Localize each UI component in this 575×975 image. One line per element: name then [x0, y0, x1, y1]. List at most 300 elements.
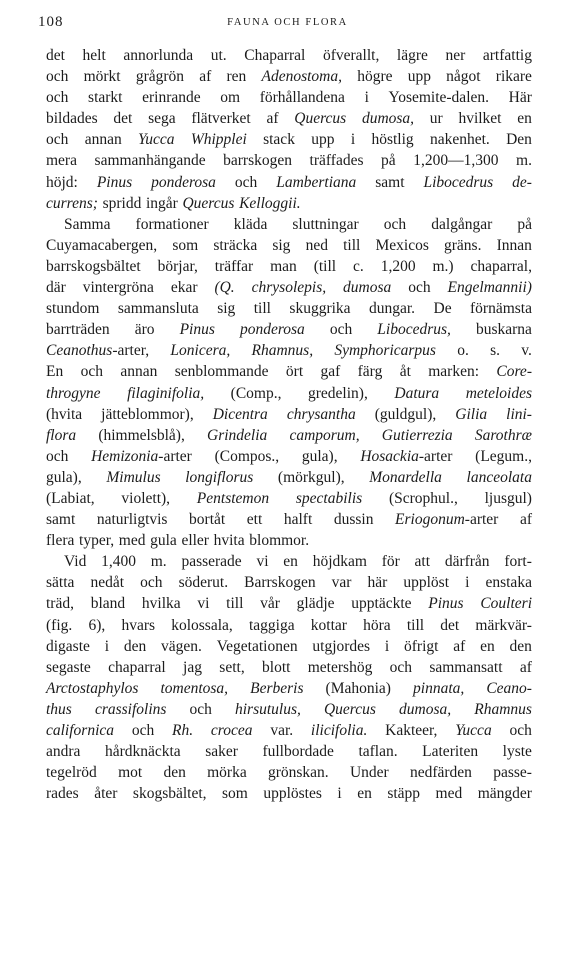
word: Barrskogen: [244, 574, 316, 592]
word: halft: [283, 511, 313, 529]
word: sig: [217, 300, 236, 318]
word: upp: [407, 68, 431, 86]
word: upplöst: [403, 574, 450, 592]
word: Vid: [64, 553, 87, 571]
word: ner: [445, 47, 466, 64]
word: något: [446, 68, 481, 86]
word: ingår: [145, 194, 178, 212]
word: Kakteer,: [385, 722, 438, 739]
running-title: FAUNA OCH FLORA: [227, 17, 348, 28]
word: och: [46, 89, 69, 107]
word: dussin: [333, 511, 374, 529]
word: nedfärden: [409, 764, 472, 782]
word: upplöstes: [263, 785, 322, 803]
text-line: [46, 340, 532, 361]
word: den: [509, 637, 532, 655]
word: den: [123, 637, 147, 655]
word: filaginifolia,: [127, 384, 205, 402]
word: af: [519, 658, 532, 676]
word: hvita: [213, 532, 245, 550]
word: Engelmannii): [447, 279, 532, 297]
word: 1,200: [380, 257, 416, 275]
word: som: [222, 785, 248, 803]
word: marken:: [428, 363, 480, 381]
word: vår: [260, 595, 280, 613]
word: jag: [183, 658, 202, 676]
word: ponderosa: [151, 173, 216, 191]
word: Coulteri: [480, 595, 532, 613]
word: 6),: [88, 616, 106, 634]
word: till: [343, 236, 361, 254]
word: digaste: [46, 637, 90, 655]
word: Eriogonum-arter: [395, 511, 499, 529]
running-head: [38, 14, 537, 36]
word: Den: [506, 131, 532, 149]
text-line: [46, 277, 532, 298]
word: gula: [150, 532, 177, 550]
word: mörkt: [83, 68, 121, 86]
word: Pinus: [96, 173, 133, 191]
word: ört: [285, 363, 304, 381]
word: till: [406, 616, 425, 634]
word: (Scrophul.,: [388, 489, 458, 507]
word: höjdkam: [312, 553, 367, 571]
text-line: [46, 488, 532, 509]
word: lanceolata: [466, 468, 532, 486]
word: den: [163, 764, 186, 782]
word: spridd: [102, 194, 142, 212]
word: (Q.: [214, 279, 235, 297]
word: Här: [508, 89, 532, 107]
word: barrskogsbältet: [46, 257, 141, 275]
text-line: [46, 298, 532, 319]
word: grönskan.: [267, 764, 329, 782]
word: Lambertiana: [276, 173, 357, 191]
word: en: [480, 637, 495, 655]
word: Symphoricarpus: [334, 342, 436, 360]
word: enstaka: [485, 574, 532, 592]
word: saker: [205, 743, 238, 761]
word: färg: [357, 363, 383, 381]
word: hvilket: [458, 110, 502, 128]
word: hvilka: [141, 595, 181, 613]
word: af: [199, 68, 212, 86]
word: vi: [256, 553, 269, 571]
word: Lateriten: [422, 743, 479, 761]
word: Pentstemon: [196, 489, 270, 507]
word: Arctostaphylos: [46, 679, 139, 697]
word: typer,: [79, 532, 115, 550]
word: i: [104, 637, 110, 655]
word: vägen.: [161, 637, 202, 655]
word: Sarothræ: [474, 426, 532, 444]
text-line: [46, 66, 532, 87]
word: (Legum.,: [475, 447, 532, 465]
word: andra: [46, 743, 81, 761]
text-line: [46, 446, 532, 467]
text-line: [46, 678, 532, 699]
word: till: [226, 595, 244, 613]
text-line: [46, 699, 532, 720]
word: longiflorus: [185, 468, 254, 486]
word: stundom: [46, 300, 100, 318]
word: höjd:: [46, 173, 78, 191]
word: Rhamnus,: [251, 342, 314, 360]
word: kottar: [310, 616, 347, 634]
word: fullbordade: [262, 743, 334, 761]
word: Gutierrezia: [381, 426, 453, 444]
word: sett,: [219, 658, 245, 676]
word: ur: [429, 110, 443, 128]
word: af: [453, 637, 466, 655]
word: sammansluta: [117, 300, 199, 318]
word: segaste: [46, 658, 91, 676]
word: mängder: [477, 785, 532, 803]
word: annan: [120, 363, 158, 381]
word: nakenhet.: [429, 131, 490, 149]
word: förnämsta: [470, 300, 532, 318]
word: en: [283, 553, 298, 571]
word: En: [46, 363, 64, 381]
word: Chaparral: [244, 47, 306, 64]
word: (Labiat,: [46, 489, 95, 507]
word: vi: [197, 595, 210, 613]
text-line: [46, 593, 532, 614]
word: flora: [46, 426, 77, 444]
word: Yucca: [138, 131, 175, 149]
word: crassifolins: [94, 700, 167, 718]
word: ponderosa: [239, 321, 305, 339]
text-line: [46, 172, 532, 193]
word: lini-: [506, 405, 532, 423]
word: erinrande: [142, 89, 201, 107]
word: sluttningar: [292, 215, 359, 233]
word: ren: [226, 68, 247, 86]
body-text: [46, 45, 532, 804]
word: Cuyamacabergen,: [46, 236, 158, 254]
page-number: 108: [38, 14, 64, 30]
text-line: [46, 361, 532, 382]
word: Vegetationen: [216, 637, 298, 655]
word: chrysolepis,: [251, 279, 327, 297]
word: upptäckte: [351, 595, 412, 613]
word: dumosa,: [361, 110, 415, 128]
word: 1,200—1,300: [413, 152, 499, 170]
word: rikare: [495, 68, 532, 86]
word: Ceanothus-arter,: [46, 342, 150, 360]
word: throgyne: [46, 384, 101, 402]
word: bildades: [46, 110, 98, 128]
word: Monardella: [369, 468, 442, 486]
word: här: [367, 574, 388, 592]
word: (Compos.,: [214, 447, 280, 465]
word: eller: [181, 532, 209, 550]
word: chrysantha: [286, 405, 356, 423]
word: blott: [262, 658, 291, 676]
word: åt: [399, 363, 411, 381]
word: Kelloggii.: [239, 194, 301, 212]
word: Dicentra: [212, 405, 268, 423]
word: (guldgul),: [374, 405, 437, 423]
word: Adenostoma,: [261, 68, 342, 86]
text-line: [46, 741, 532, 762]
word: gaf: [320, 363, 341, 381]
text-line: [46, 193, 532, 214]
word: samt: [46, 511, 76, 529]
word: Quercus: [294, 110, 347, 128]
word: och: [189, 700, 212, 718]
word: thus: [46, 700, 72, 718]
word: kolossala,: [171, 616, 233, 634]
word: upp: [311, 131, 335, 149]
word: ut.: [210, 47, 227, 64]
word: annan: [84, 131, 122, 149]
text-line: [46, 383, 532, 404]
word: (till: [313, 257, 337, 275]
word: Mimulus: [106, 468, 161, 486]
word: förhållandena: [259, 89, 345, 107]
word: Hemizonia-arter: [91, 447, 192, 465]
word: som: [172, 236, 199, 254]
word: söderut.: [178, 574, 229, 592]
word: med: [118, 532, 146, 550]
word: öfrigt: [404, 637, 439, 655]
word: meteloides: [465, 384, 532, 402]
text-line: [46, 530, 532, 551]
word: Hosackia-arter: [360, 447, 453, 465]
word: annorlunda: [123, 47, 194, 64]
word: gula),: [301, 447, 338, 465]
word: violett),: [121, 489, 171, 507]
word: Datura: [394, 384, 440, 402]
word: det: [440, 616, 460, 634]
word: Lonicera,: [170, 342, 231, 360]
text-line: [46, 319, 532, 340]
word: spectabilis: [295, 489, 363, 507]
word: camporum,: [289, 426, 360, 444]
word: Ceano-: [486, 679, 532, 697]
word: Under: [349, 764, 389, 782]
word: var: [331, 574, 352, 592]
word: var.: [270, 722, 294, 739]
word: lyste: [502, 743, 532, 761]
word: dumosa: [343, 279, 392, 297]
word: i: [350, 131, 356, 149]
text-line: [46, 129, 532, 150]
word: stäpp: [387, 785, 421, 803]
word: till: [253, 300, 271, 318]
word: pinnata,: [413, 679, 465, 697]
word: höra: [363, 616, 391, 634]
word: en: [517, 110, 532, 128]
word: öfverallt,: [322, 47, 380, 64]
text-line: [46, 783, 532, 804]
text-line: [46, 108, 532, 129]
word: börjar,: [157, 257, 198, 275]
word: (hvita: [46, 405, 83, 423]
word: skuggrika: [289, 300, 351, 318]
text-line: [46, 235, 532, 256]
word: Yucca: [455, 722, 492, 739]
word: dungar.: [369, 300, 416, 318]
word: af: [519, 511, 532, 529]
word: tegelröd: [46, 764, 97, 782]
word: sega: [148, 110, 176, 128]
word: jätteblommor),: [101, 405, 194, 423]
word: i: [364, 89, 369, 107]
word: och: [408, 279, 431, 297]
word: af: [266, 110, 279, 128]
word: fort-: [504, 553, 532, 571]
word: och: [140, 574, 163, 592]
word: Berberis: [250, 679, 304, 697]
word: naturligtvis: [96, 511, 168, 529]
word: och: [46, 447, 69, 465]
word: gräns.: [444, 236, 482, 254]
word: träffades: [309, 152, 364, 170]
word: passerade: [181, 553, 242, 571]
word: ljusgul): [484, 489, 532, 507]
word: m.): [432, 257, 454, 275]
word: v.: [521, 342, 532, 360]
word: californica: [46, 722, 115, 739]
word: gredelin),: [308, 384, 368, 402]
word: sätta: [46, 574, 75, 592]
word: tomentosa,: [160, 679, 229, 697]
word: där: [46, 279, 66, 297]
word: mot: [118, 764, 143, 782]
word: Libocedrus: [423, 173, 494, 191]
word: mörka: [207, 764, 247, 782]
word: ekar: [170, 279, 198, 297]
word: sig: [272, 236, 291, 254]
word: i: [465, 574, 470, 592]
word: grågrön: [135, 68, 185, 86]
word: sammanhängande: [94, 152, 206, 170]
word: skogsbältet,: [132, 785, 207, 803]
text-line: [46, 509, 532, 530]
word: Samma: [64, 215, 111, 233]
word: högre: [357, 68, 393, 86]
word: 1,400: [101, 553, 136, 571]
word: samt: [375, 173, 405, 191]
word: lägre: [396, 47, 428, 64]
text-line: [46, 214, 532, 235]
word: vintergröna: [82, 279, 154, 297]
word: glädje: [296, 595, 335, 613]
word: på: [381, 152, 396, 170]
word: man: [270, 257, 297, 275]
word: och: [131, 722, 155, 739]
word: m.: [150, 553, 167, 571]
word: det: [113, 110, 133, 128]
word: och: [234, 173, 258, 191]
word: höstlig: [371, 131, 414, 149]
text-line: [46, 762, 532, 783]
word: c.: [353, 257, 364, 275]
word: chaparral: [108, 658, 166, 676]
word: sammansatt: [429, 658, 503, 676]
word: rades: [46, 785, 79, 803]
word: flätverket: [191, 110, 251, 128]
word: formationer: [135, 215, 209, 233]
word: chaparral,: [470, 257, 532, 275]
word: äro: [134, 321, 155, 339]
text-line: [46, 45, 532, 66]
word: Innan: [496, 236, 532, 254]
word: helt: [82, 47, 106, 64]
word: utgjordes: [312, 637, 371, 655]
text-line: [46, 657, 532, 678]
word: buskarna: [475, 321, 532, 339]
word: Gilia: [455, 405, 488, 423]
word: senblommande: [174, 363, 269, 381]
word: nedåt: [90, 574, 125, 592]
word: Whipplei: [190, 131, 247, 149]
word: träffar: [214, 257, 254, 275]
text-line: [46, 467, 532, 488]
word: Pinus: [428, 595, 464, 613]
word: och: [329, 321, 353, 339]
text-line: [46, 404, 532, 425]
word: dumosa,: [399, 700, 452, 718]
word: m.: [516, 152, 532, 170]
word: artfattig: [482, 47, 532, 64]
word: på: [517, 215, 532, 233]
word: stack: [263, 131, 295, 149]
text-line: [46, 256, 532, 277]
text-line: [46, 87, 532, 108]
word: Libocedrus,: [377, 321, 451, 339]
text-line: [46, 720, 532, 741]
word: o.: [457, 342, 469, 360]
word: med: [435, 785, 463, 803]
word: barrskogen: [223, 152, 292, 170]
word: flera: [46, 532, 75, 550]
word: hårdknäckta: [104, 743, 181, 761]
word: kläda: [233, 215, 268, 233]
word: (Mahonia): [325, 679, 391, 697]
word: om: [220, 89, 241, 107]
word: metershög: [307, 658, 373, 676]
word: starkt: [88, 89, 123, 107]
text-line: [46, 615, 532, 636]
word: blommor.: [249, 532, 310, 550]
word: märkvär-: [475, 616, 532, 634]
word: passe-: [493, 764, 532, 782]
word: crocea: [210, 722, 253, 739]
word: det: [46, 47, 65, 64]
word: Rhamnus: [474, 700, 532, 718]
word: bland: [90, 595, 126, 613]
text-line: [46, 636, 532, 657]
word: gula),: [46, 468, 82, 486]
word: currens;: [46, 194, 98, 212]
word: De: [433, 300, 452, 318]
word: taflan.: [358, 743, 398, 761]
word: (mörkgul),: [277, 468, 345, 486]
word: (himmelsblå),: [98, 426, 185, 444]
text-line: [46, 551, 532, 572]
word: i: [337, 785, 342, 803]
word: Quercus: [182, 194, 235, 212]
word: och: [46, 131, 69, 149]
word: Pinus: [179, 321, 215, 339]
word: de-: [512, 173, 532, 191]
word: en: [357, 785, 372, 803]
text-line: [46, 150, 532, 171]
word: ilicifolia.: [310, 722, 368, 739]
